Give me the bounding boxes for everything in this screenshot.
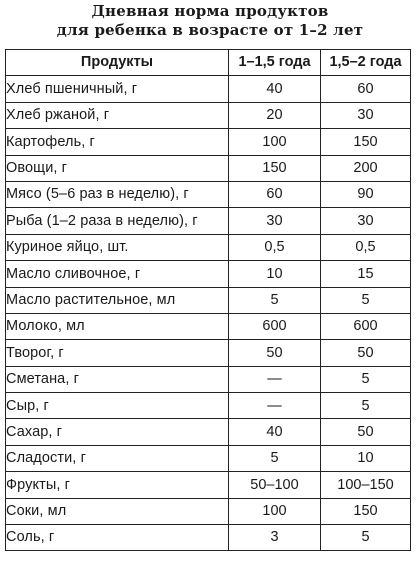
title-line-2: для ребенка в возрасте от 1–2 лет	[56, 21, 364, 39]
product-name: Масло растительное, мл	[6, 287, 229, 313]
product-name: Сахар, г	[6, 419, 229, 445]
value-age-1-1.5: 600	[229, 313, 321, 339]
product-name: Овощи, г	[6, 155, 229, 181]
value-age-1.5-2: 5	[321, 393, 411, 419]
product-name: Сметана, г	[6, 366, 229, 392]
product-name: Масло сливочное, г	[6, 261, 229, 287]
value-age-1.5-2: 5	[321, 287, 411, 313]
value-age-1.5-2: 5	[321, 366, 411, 392]
product-name: Картофель, г	[6, 129, 229, 155]
table-title	[0, 2, 420, 40]
value-age-1.5-2: 30	[321, 208, 411, 234]
value-age-1-1.5: 60	[229, 181, 321, 207]
value-age-1.5-2: 5	[321, 525, 411, 551]
table-row	[6, 155, 411, 181]
table-row	[6, 234, 411, 260]
product-name: Хлеб пшеничный, г	[6, 76, 229, 102]
value-age-1-1.5: 3	[229, 525, 321, 551]
product-name: Мясо (5–6 раз в неделю), г	[6, 181, 229, 207]
value-age-1.5-2: 30	[321, 102, 411, 128]
value-age-1.5-2: 600	[321, 313, 411, 339]
value-age-1-1.5: 20	[229, 102, 321, 128]
product-name: Соль, г	[6, 525, 229, 551]
product-name: Сладости, г	[6, 445, 229, 471]
table-header-row	[6, 50, 411, 76]
title-line-1: Дневная норма продуктов	[91, 2, 329, 20]
value-age-1-1.5: 10	[229, 261, 321, 287]
value-age-1-1.5: 50	[229, 340, 321, 366]
product-name: Фрукты, г	[6, 472, 229, 498]
food-norms-table	[5, 49, 411, 551]
table-row	[6, 340, 411, 366]
product-name: Куриное яйцо, шт.	[6, 234, 229, 260]
value-age-1.5-2: 200	[321, 155, 411, 181]
header-products: Продукты	[6, 50, 229, 76]
table-row	[6, 181, 411, 207]
table-row	[6, 366, 411, 392]
table-row	[6, 393, 411, 419]
product-name: Хлеб ржаной, г	[6, 102, 229, 128]
value-age-1-1.5: 30	[229, 208, 321, 234]
table-row	[6, 445, 411, 471]
value-age-1-1.5: 100	[229, 498, 321, 524]
value-age-1.5-2: 50	[321, 419, 411, 445]
table-row	[6, 76, 411, 102]
value-age-1-1.5: 150	[229, 155, 321, 181]
product-name: Творог, г	[6, 340, 229, 366]
header-age-1.5-2: 1,5–2 года	[321, 50, 411, 76]
value-age-1-1.5: 5	[229, 287, 321, 313]
value-age-1-1.5: —	[229, 393, 321, 419]
table-row	[6, 208, 411, 234]
table-row	[6, 313, 411, 339]
value-age-1-1.5: 50–100	[229, 472, 321, 498]
value-age-1.5-2: 15	[321, 261, 411, 287]
header-age-1-1.5: 1–1,5 года	[229, 50, 321, 76]
value-age-1.5-2: 150	[321, 129, 411, 155]
value-age-1-1.5: 100	[229, 129, 321, 155]
value-age-1.5-2: 60	[321, 76, 411, 102]
table-row	[6, 261, 411, 287]
table-row	[6, 525, 411, 551]
table-row	[6, 498, 411, 524]
value-age-1-1.5: 40	[229, 419, 321, 445]
product-name: Молоко, мл	[6, 313, 229, 339]
value-age-1.5-2: 50	[321, 340, 411, 366]
value-age-1-1.5: 5	[229, 445, 321, 471]
value-age-1-1.5: —	[229, 366, 321, 392]
value-age-1-1.5: 0,5	[229, 234, 321, 260]
table-row	[6, 129, 411, 155]
value-age-1.5-2: 0,5	[321, 234, 411, 260]
product-name: Рыба (1–2 раза в неделю), г	[6, 208, 229, 234]
table-row	[6, 472, 411, 498]
table-row	[6, 102, 411, 128]
value-age-1.5-2: 10	[321, 445, 411, 471]
value-age-1-1.5: 40	[229, 76, 321, 102]
value-age-1.5-2: 150	[321, 498, 411, 524]
product-name: Соки, мл	[6, 498, 229, 524]
value-age-1.5-2: 100–150	[321, 472, 411, 498]
value-age-1.5-2: 90	[321, 181, 411, 207]
product-name: Сыр, г	[6, 393, 229, 419]
table-row	[6, 419, 411, 445]
table-row	[6, 287, 411, 313]
